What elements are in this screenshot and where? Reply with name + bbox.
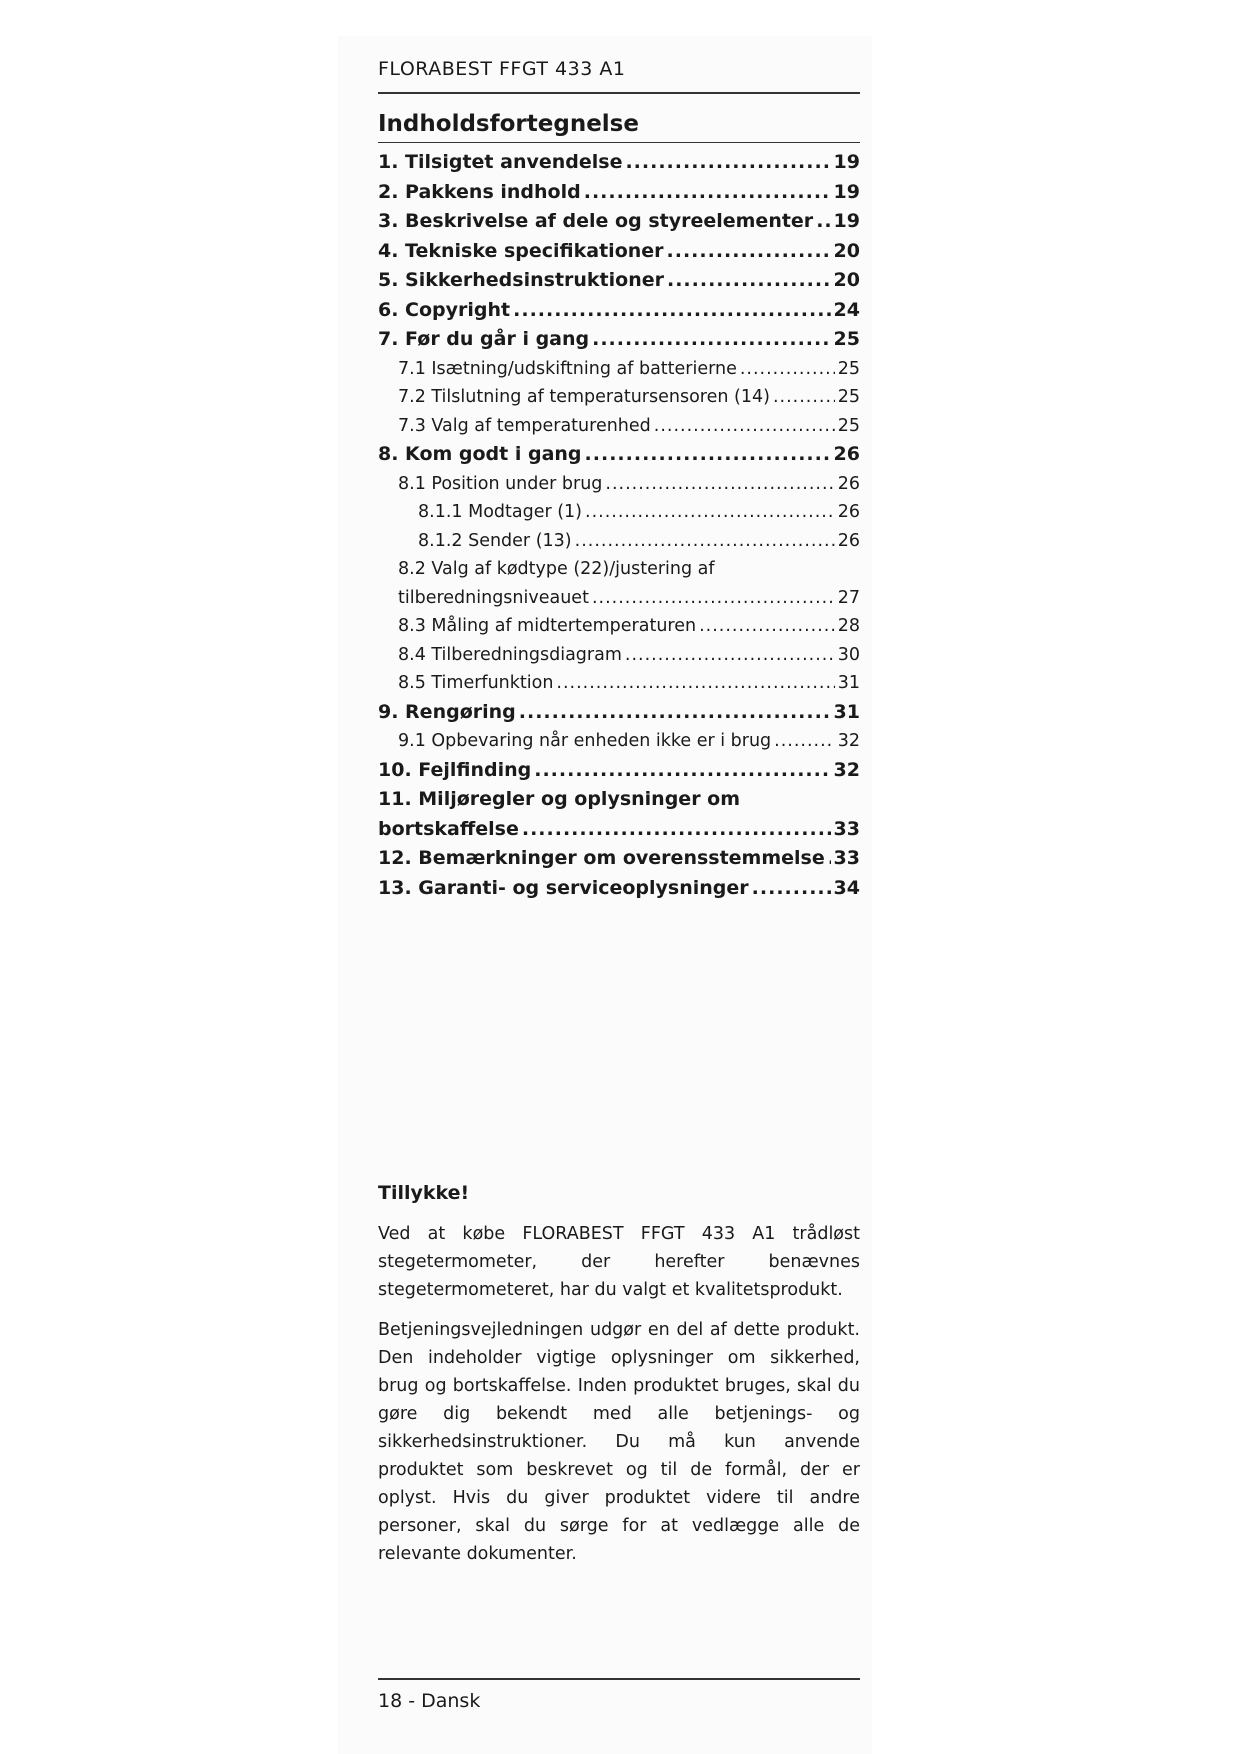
toc-entry-label: tilberedningsniveauet	[398, 587, 589, 608]
toc-entry-label: 2. Pakkens indhold	[378, 180, 581, 203]
toc-entry	[378, 412, 860, 441]
toc-entry-label: 8.1.1 Modtager (1)	[418, 502, 583, 522]
toc-entry	[378, 178, 860, 208]
toc-entry	[378, 815, 860, 845]
toc-entry-label: 9. Rengøring	[378, 700, 516, 723]
toc-entry-label: 6. Copyright	[378, 298, 511, 321]
toc-dot-leader	[585, 498, 835, 527]
toc-entry-label: 8.3 Måling af midtertemperaturen	[398, 616, 697, 636]
toc-entry-page: 28	[837, 616, 860, 636]
toc-entry	[378, 555, 860, 584]
toc-dot-leader	[773, 383, 835, 412]
toc-entry	[378, 498, 860, 527]
toc-dot-leader	[828, 844, 831, 874]
intro-paragraph: Ved at købe FLORABEST FFGT 433 A1 trådløst stegetermometer, der herefter benævnes stegetermometeret, har du valgt et kvalitetsprodukt.	[378, 1224, 860, 1300]
toc-dot-leader	[519, 698, 831, 728]
toc-entry-page: 31	[837, 673, 860, 693]
toc-entry	[378, 470, 860, 499]
toc-entry-page: 25	[833, 328, 860, 350]
toc-entry-page: 26	[837, 530, 860, 551]
toc-entry-page: 24	[833, 298, 860, 321]
toc-dot-leader	[740, 355, 835, 384]
toc-entry	[378, 266, 860, 296]
toc-entry-label: 8.2 Valg af kødtype (22)/justering af	[398, 559, 715, 579]
toc-entry-page: 25	[837, 387, 860, 407]
page-number-label: 18 - Dansk	[378, 1690, 481, 1712]
toc-entry-label: 12. Bemærkninger om overensstemmelse	[378, 847, 825, 869]
toc-entry	[378, 355, 860, 384]
toc-entry	[378, 727, 860, 756]
toc-entry-page: 32	[833, 758, 860, 781]
toc-entry	[378, 440, 860, 470]
toc-entry-label: 4. Tekniske specifikationer	[378, 239, 664, 262]
toc-dot-leader	[534, 756, 830, 786]
toc-dot-leader	[605, 470, 834, 499]
toc-entry	[378, 612, 860, 641]
intro-paragraph: Betjeningsvejledningen udgør en del af dette produkt. Den indeholder vigtige oplysninger om sikkerhed, brug og bortskaffelse. Inden produktet bruges, skal du gøre dig bekendt med alle betjenings- og sikkerhedsinstruktioner. Du må kun anvende produktet som beskrevet og til de formål, der er oplyst. Hvis du giver produktet videre til andre personer, skal du sørge for at vedlægge alle de relevante dokumenter.	[378, 1320, 860, 1564]
toc-entry-page: 32	[837, 731, 860, 751]
toc-entry-page: 20	[833, 269, 860, 291]
toc-entry-label: 7.3 Valg af temperaturenhed	[398, 415, 651, 436]
toc-entry	[378, 844, 860, 874]
product-title: FLORABEST FFGT 433 A1	[378, 58, 626, 80]
toc-entry-page: 25	[837, 415, 860, 436]
toc-entry-label: 3. Beskrivelse af dele og styreelementer	[378, 210, 814, 232]
toc-entry-page: 20	[833, 239, 860, 262]
toc-entry-page: 31	[833, 700, 860, 723]
toc-entry-page: 34	[833, 876, 860, 899]
toc-dot-leader	[667, 237, 831, 267]
page-footer	[378, 1678, 860, 1716]
toc-entry-page: 26	[837, 473, 860, 494]
toc-entry-page: 27	[837, 587, 860, 608]
toc-entry	[378, 148, 860, 178]
toc-entry-label: bortskaffelse	[378, 817, 519, 840]
toc-entry	[378, 584, 860, 613]
toc-entry-label: 8.1.2 Sender (13)	[418, 530, 572, 551]
document-header	[378, 54, 860, 94]
toc-entry-page: 33	[833, 817, 860, 840]
toc-entry	[378, 669, 860, 698]
toc-dot-leader	[625, 641, 835, 670]
toc-entry-label: 1. Tilsigtet anvendelse	[378, 151, 623, 173]
toc-entry	[378, 785, 860, 815]
toc-entry-label: 7. Før du går i gang	[378, 328, 590, 350]
toc-entry-label: 7.1 Isætning/udskiftning af batterierne	[398, 358, 737, 379]
intro-heading: Tillykke!	[378, 1182, 470, 1204]
toc-entry	[378, 296, 860, 326]
toc-dot-leader	[585, 440, 831, 470]
toc-entry	[378, 698, 860, 728]
toc-entry-page: 19	[833, 180, 860, 203]
toc-entry	[378, 756, 860, 786]
toc-entry	[378, 527, 860, 556]
toc-entry-label: 7.2 Tilslutning af temperatursensoren (14)	[398, 387, 770, 407]
toc-entry	[378, 874, 860, 904]
toc-entry-page: 19	[833, 151, 860, 173]
toc-entry-label: 11. Miljøregler og oplysninger om	[378, 788, 741, 810]
toc-entry	[378, 641, 860, 670]
toc-entry-label: 10. Fejlfinding	[378, 758, 532, 781]
toc-title: Indholdsfortegnelse	[378, 108, 860, 143]
toc-entry-page: 33	[833, 847, 860, 869]
toc-dot-leader	[522, 815, 831, 845]
toc-entry-page: 25	[837, 358, 860, 379]
toc-entry-label: 9.1 Opbevaring når enheden ikke er i brug	[398, 731, 772, 751]
toc-entry-page: 26	[833, 443, 860, 465]
toc-entry-label: 8.5 Timerfunktion	[398, 673, 554, 693]
toc-entry	[378, 207, 860, 237]
toc-dot-leader	[625, 148, 830, 178]
toc-dot-leader	[699, 612, 835, 641]
toc-entry-label: 8.4 Tilberedningsdiagram	[398, 644, 622, 665]
toc-dot-leader	[513, 296, 830, 326]
toc-dot-leader	[752, 874, 831, 904]
intro-section	[378, 1178, 860, 1580]
toc-entry-label: 5. Sikkerhedsinstruktioner	[378, 269, 664, 291]
toc-entry-page: 19	[833, 210, 860, 232]
toc-dot-leader	[774, 727, 835, 756]
toc-dot-leader	[556, 669, 834, 698]
toc-dot-leader	[592, 584, 835, 613]
toc-entry-page: 26	[837, 502, 860, 522]
toc-dot-leader	[667, 266, 831, 296]
toc-dot-leader	[592, 325, 830, 355]
toc-dot-leader	[575, 527, 835, 556]
toc-entry	[378, 237, 860, 267]
toc-entry-label: 8. Kom godt i gang	[378, 443, 582, 465]
table-of-contents	[378, 148, 860, 903]
toc-entry-page: 30	[837, 644, 860, 665]
toc-dot-leader	[584, 178, 831, 208]
toc-entry	[378, 383, 860, 412]
toc-entry-label: 13. Garanti- og serviceoplysninger	[378, 876, 749, 899]
toc-dot-leader	[816, 207, 830, 237]
toc-dot-leader	[654, 412, 835, 441]
toc-entry	[378, 325, 860, 355]
toc-entry-label: 8.1 Position under brug	[398, 473, 603, 494]
